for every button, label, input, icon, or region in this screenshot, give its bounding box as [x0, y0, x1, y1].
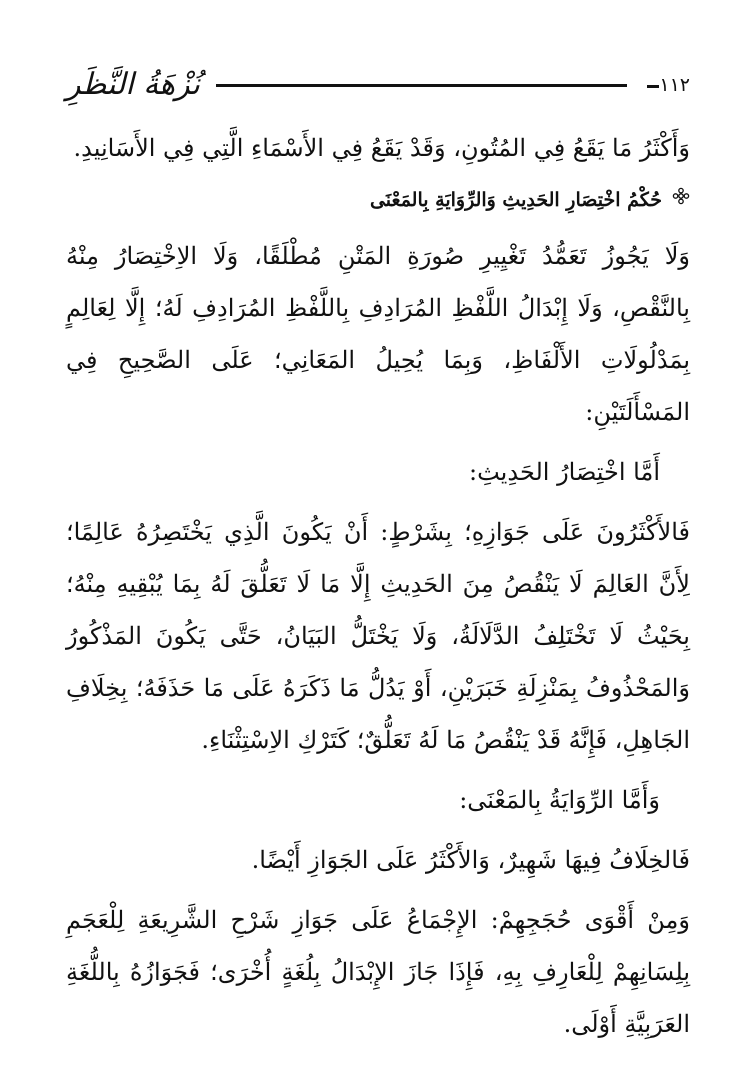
paragraph-intro: وَأَكْثَرُ مَا يَقَعُ فِي المُتُونِ، وَقَدْ يَقَعُ فِي الأَسْمَاءِ الَّتِي فِي الأَسَانِيدِ.	[73, 134, 690, 162]
flower-ornament-icon	[672, 180, 690, 220]
paragraph-proofs: وَمِنْ أَقْوَى حُجَجِهِمْ: الإِجْمَاعُ عَلَى جَوَازِ شَرْحِ الشَّرِيعَةِ لِلْعَجَمِ بِلِسَانِهِمْ لِلْعَارِفِ بِهِ، فَإِذَا جَازَ الإِبْدَالُ بِلُغَةٍ أُخْرَى؛ فَجَوَازُهُ بِاللُّغَةِ العَرَبِيَّةِ أَوْلَى.	[66, 906, 690, 1038]
subheading-meaning: وَأَمَّا الرِّوَايَةُ بِالمَعْنَى:	[459, 786, 660, 814]
page-number: ١١٢	[641, 74, 690, 96]
subheading-abridgement: أَمَّا اخْتِصَارُ الحَدِيثِ:	[469, 458, 660, 486]
section-heading-label: حُكْمُ اخْتِصَارِ الحَدِيثِ وَالرِّوَايَةِ بِالمَعْنَى	[369, 189, 662, 211]
paragraph-meaning: فَالخِلَافُ فِيهَا شَهِيرٌ، وَالأَكْثَرُ عَلَى الجَوَازِ أَيْضًا.	[251, 846, 690, 874]
section-heading	[66, 180, 690, 220]
body-text	[66, 122, 690, 1058]
page-header	[66, 62, 690, 108]
paragraph-abridgement: فَالأَكْثَرُونَ عَلَى جَوَازِهِ؛ بِشَرْطٍ: أَنْ يَكُونَ الَّذِي يَخْتَصِرُهُ عَالِمًا؛ لِأَنَّ العَالِمَ لَا يَنْقُصُ مِنَ الحَدِيثِ إِلَّا مَا لَا تَعَلُّقَ لَهُ بِمَا يُبْقِيهِ مِنْهُ؛ بِحَيْثُ لَا تَخْتَلِفُ الدَّلَالَةُ، وَلَا يَخْتَلُّ البَيَانُ، حَتَّى يَكُونَ المَذْكُورُ وَالمَحْذُوفُ بِمَنْزِلَةِ خَبَرَيْنِ، أَوْ يَدُلُّ مَا ذَكَرَهُ عَلَى مَا حَذَفَهُ؛ بِخِلَافِ الجَاهِلِ، فَإِنَّهُ قَدْ يَنْقُصُ مَا لَهُ تَعَلُّقٌ؛ كَتَرْكِ الاِسْتِثْنَاءِ.	[66, 518, 690, 754]
header-rule	[216, 84, 627, 87]
paragraph-rule: وَلَا يَجُوزُ تَعَمُّدُ تَغْيِيرِ صُورَةِ المَتْنِ مُطْلَقًا، وَلَا الاِخْتِصَارُ مِنْهُ بِالنَّقْصِ، وَلَا إِبْدَالُ اللَّفْظِ المُرَادِفِ بِاللَّفْظِ المُرَادِفِ لَهُ؛ إِلَّا لِعَالِمٍ بِمَدْلُولَاتِ الأَلْفَاظِ، وَبِمَا يُحِيلُ المَعَانِي؛ عَلَى الصَّحِيحِ فِي المَسْأَلَتَيْنِ:	[66, 242, 690, 426]
running-title: نُزْهَةُ النَّظَرِ	[66, 67, 201, 102]
